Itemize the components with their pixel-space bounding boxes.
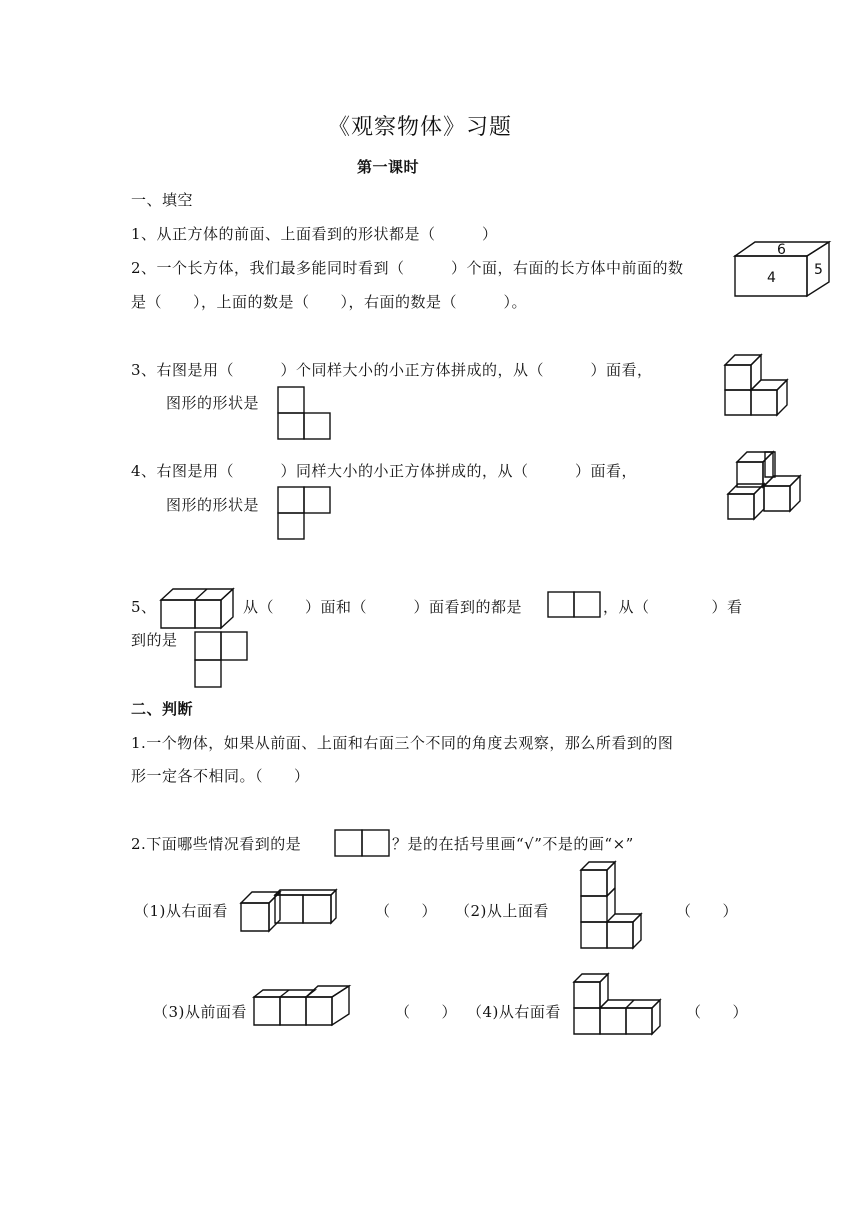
question-5-line2: 到的是	[131, 631, 178, 649]
cuboid-front-number: 4	[767, 270, 776, 286]
item-1-cube-figure	[240, 888, 340, 934]
item-3-cube-figure	[253, 984, 353, 1028]
q5-cube-figure	[160, 586, 236, 630]
item-4-cube-figure	[573, 972, 665, 1036]
question-5-mid: 从（ ）面和（ ）面看到的都是	[243, 598, 523, 616]
judge-2-target-shape	[334, 829, 392, 859]
q5-view-shape-three	[194, 631, 250, 689]
cuboid-figure	[733, 240, 833, 298]
question-3-line2: 图形的形状是	[166, 394, 260, 412]
question-5-label: 5、	[131, 598, 157, 616]
question-4-line2: 图形的形状是	[166, 496, 260, 514]
item-3-label: （3)从前面看	[153, 1003, 247, 1021]
item-2-label: （2)从上面看	[455, 902, 549, 920]
q5-view-shape-two	[547, 591, 603, 619]
question-1: 1、从正方体的前面、上面看到的形状都是（ ）	[131, 225, 498, 243]
question-2-line2: 是（ ），上面的数是（ ），右面的数是（ ）。	[131, 293, 528, 311]
item-2-cube-figure	[580, 860, 646, 950]
item-4-label: （4)从右面看	[467, 1003, 561, 1021]
judge-2-suffix: ？是的在括号里画“√”不是的画“×”	[392, 835, 634, 853]
item-4-answer[interactable]: （ ）	[686, 1003, 749, 1021]
q3-view-shape	[277, 386, 333, 442]
question-2-line1: 2、一个长方体，我们最多能同时看到（ ）个面，右面的长方体中前面的数	[131, 259, 684, 277]
page-subtitle: 第一课时	[357, 158, 420, 176]
judge-1-line2: 形一定各不相同。（ ）	[131, 767, 310, 785]
question-4-line1: 4、右图是用（ ）同样大小的小正方体拼成的，从（ ）面看，	[131, 462, 638, 480]
judge-2-prefix: 2.下面哪些情况看到的是	[131, 835, 302, 853]
q4-cube-figure	[727, 450, 803, 522]
item-1-label: （1)从右面看	[134, 902, 228, 920]
item-1-answer[interactable]: （ ）	[375, 902, 438, 920]
judge-1-line1: 1.一个物体，如果从前面、上面和右面三个不同的角度去观察，那么所看到的图	[131, 734, 674, 752]
section1-heading: 一、填空	[131, 191, 194, 209]
cuboid-top-number: 6	[777, 242, 786, 258]
q3-cube-figure	[724, 352, 792, 418]
section2-heading: 二、判断	[131, 700, 194, 718]
q4-view-shape	[277, 486, 333, 542]
page-title: 《观察物体》习题	[328, 115, 513, 140]
question-3-line1: 3、右图是用（ ）个同样大小的小正方体拼成的，从（ ）面看，	[131, 361, 653, 379]
question-5-end: ，从（ ）看	[603, 598, 743, 616]
item-2-answer[interactable]: （ ）	[676, 902, 739, 920]
cuboid-right-number: 5	[814, 262, 823, 278]
item-3-answer[interactable]: （ ）	[395, 1003, 458, 1021]
